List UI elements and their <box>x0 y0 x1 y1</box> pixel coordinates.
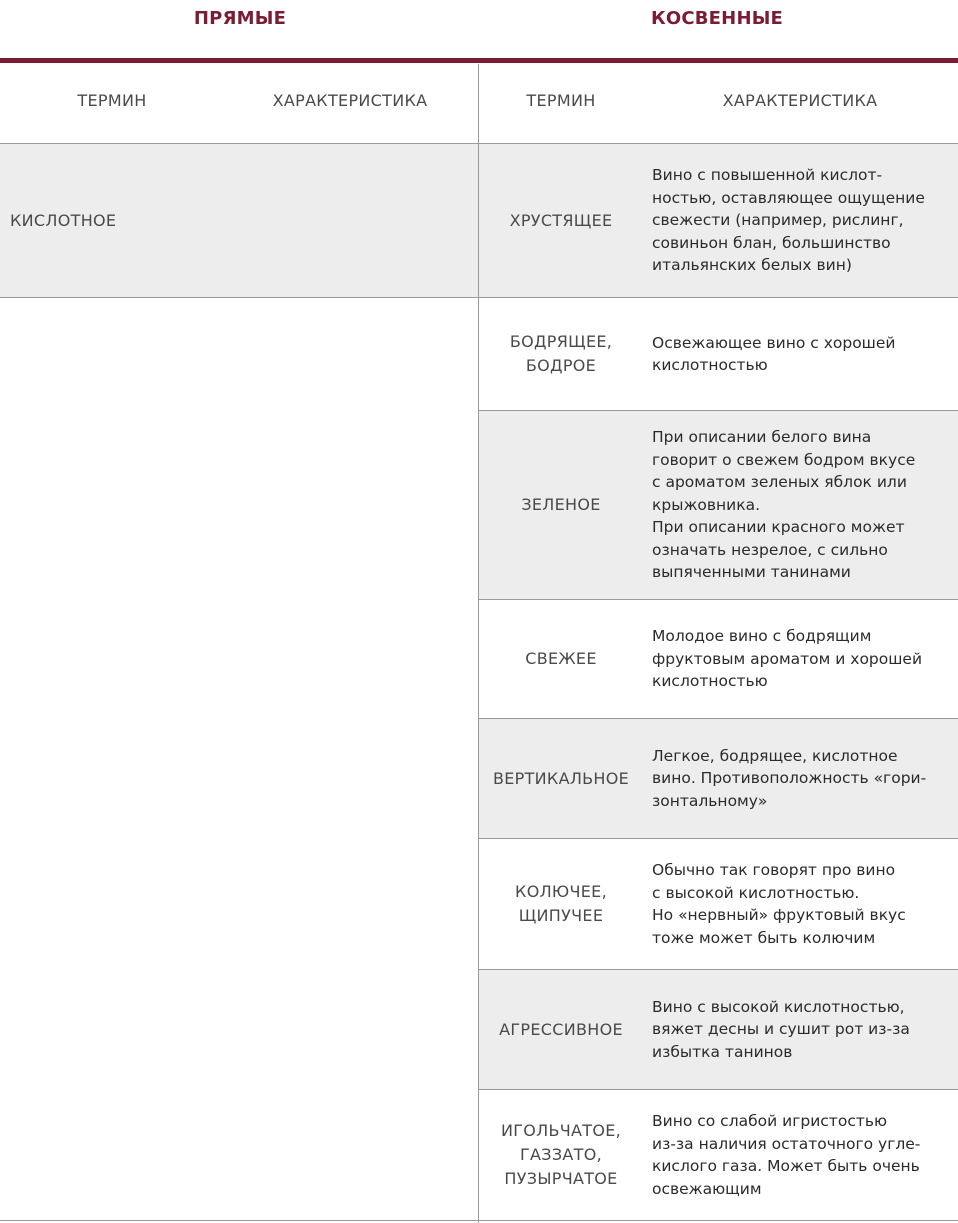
indirect-term: ВЕРТИКАЛЬНОЕ <box>492 768 630 788</box>
table-bottom-rule <box>0 1220 958 1221</box>
column-header-direct-characteristic: ХАРАКТЕРИСТИКА <box>272 91 428 110</box>
accent-divider <box>0 58 958 63</box>
indirect-term: ЗЕЛЕНОЕ <box>521 495 601 514</box>
column-header-indirect-term: ТЕРМИН <box>526 91 596 110</box>
indirect-term: КОЛЮЧЕЕ, ЩИПУЧЕЕ <box>515 882 607 925</box>
indirect-term: БОДРЯЩЕЕ, БОДРОЕ <box>509 332 613 375</box>
indirect-description: Вино с высокой кислотностью, вяжет десны и сушит рот из-за избытка танинов <box>652 997 910 1061</box>
indirect-description: Освежающее вино с хорошей кислотностью <box>652 333 896 374</box>
indirect-term: ХРУСТЯЩЕЕ <box>509 210 613 230</box>
indirect-description: Вино со слабой игристостью из-за наличия остаточного угле- кислого газа. Может быть очень освежающим <box>652 1112 921 1198</box>
direct-term: КИСЛОТНОЕ <box>10 210 117 230</box>
indirect-description: Молодое вино с бодрящим фруктовым ароматом и хорошей кислотностью <box>652 627 923 691</box>
category-indirect: КОСВЕННЫЕ <box>650 8 784 29</box>
indirect-term: ИГОЛЬЧАТОЕ, ГАЗЗАТО, ПУЗЫРЧАТОЕ <box>500 1121 622 1188</box>
indirect-description: Обычно так говорят про вино с высокой кислотностью. Но «нервный» фруктовый вкус тоже может быть колючим <box>652 861 906 947</box>
column-group-divider <box>478 64 479 1223</box>
indirect-term: АГРЕССИВНОЕ <box>499 1019 623 1039</box>
indirect-term: СВЕЖЕЕ <box>525 649 597 668</box>
category-direct: ПРЯМЫЕ <box>193 8 287 29</box>
indirect-description: При описании белого вина говорит о свежем бодром вкусе с ароматом зеленых яблок или крыжовника. При описании красного может означать незрелое, с сильно выпяченными танинами <box>652 428 916 582</box>
column-header-direct-term: ТЕРМИН <box>77 91 147 110</box>
top-header <box>0 0 958 60</box>
indirect-description: Вино с повышенной кислот- ностью, оставляющее ощущение свежести (например, рислинг, совиньон блан, большинство итальянских белых вин) <box>652 166 925 275</box>
column-header-indirect-characteristic: ХАРАКТЕРИСТИКА <box>722 91 878 110</box>
indirect-description: Легкое, бодрящее, кислотное вино. Противоположность «гори- зонтальному» <box>652 746 927 810</box>
